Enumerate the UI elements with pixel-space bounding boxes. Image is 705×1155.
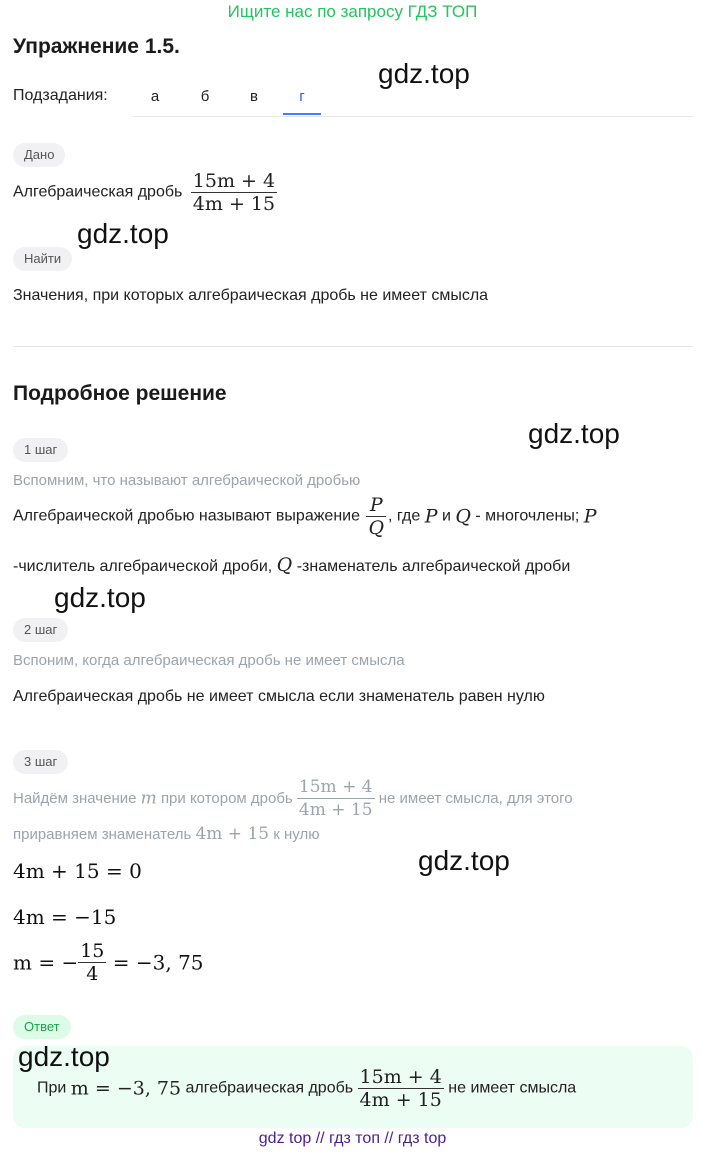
footer-links[interactable]: gdz top // гдз топ // гдз top	[258, 1130, 447, 1147]
step1-text: -числитель алгебраической дроби,	[13, 558, 273, 575]
step2-text: Алгебраическая дробь не имеет смысла если знаменатель равен нулю	[13, 688, 545, 705]
pq-denominator: Q	[368, 517, 385, 539]
equation-3-denominator: 4	[86, 963, 99, 985]
watermark: gdz.top	[77, 218, 169, 249]
step1-text: и	[441, 507, 451, 525]
watermark: gdz.top	[418, 845, 510, 876]
given-fraction-denominator: 4m + 15	[192, 193, 276, 215]
answer-line	[37, 1066, 576, 1111]
watermark: gdz.top	[54, 582, 146, 613]
step1-text: -знаменатель алгебраической дроби	[296, 558, 571, 575]
equation-3-right: = −3, 75	[112, 950, 204, 975]
given-line	[13, 170, 277, 215]
watermark: gdz.top	[528, 418, 620, 449]
answer-text: При	[37, 1079, 67, 1097]
watermark: gdz.top	[18, 1041, 110, 1072]
pq-numerator: P	[366, 494, 386, 517]
answer-badge: Ответ	[13, 1015, 71, 1039]
step1-badge: 1 шаг	[13, 438, 68, 462]
exercise-title: Упражнение 1.5.	[13, 35, 180, 58]
answer-fraction	[358, 1066, 444, 1111]
step3-fraction	[297, 776, 375, 821]
subtasks-label: Подзадания:	[13, 87, 108, 104]
answer-fraction-numerator: 15m + 4	[359, 1066, 442, 1088]
step3-hint-text: к нулю	[273, 826, 320, 843]
equation-3-left: m = −	[13, 950, 79, 975]
given-badge: Дано	[13, 143, 65, 167]
equation-2: 4m = −15	[13, 905, 117, 929]
equation-3	[13, 940, 204, 985]
tab-a[interactable]: а	[150, 88, 160, 105]
step2-badge: 2 шаг	[13, 618, 68, 642]
var-q: Q	[455, 505, 471, 528]
step3-hint-text: приравняем знаменатель	[13, 826, 192, 843]
step3-denominator-expr: 4m + 15	[195, 824, 270, 844]
step2-hint: Вспоним, когда алгебраическая дробь не имеет смысла	[13, 652, 405, 669]
var-p: P	[424, 505, 438, 528]
step3-hint-text: Найдём значение	[13, 790, 137, 807]
step3-hint-line1	[13, 776, 573, 821]
step3-badge: 3 шаг	[13, 750, 68, 774]
equation-1: 4m + 15 = 0	[13, 859, 142, 883]
subtask-tabs	[133, 80, 693, 117]
step1-text: - многочлены;	[475, 507, 580, 525]
step3-hint-line2	[13, 824, 319, 844]
step1-text: , где	[388, 507, 421, 525]
find-badge: Найти	[13, 247, 72, 271]
divider	[13, 346, 693, 347]
var-p: P	[583, 505, 597, 528]
step1-line1	[13, 494, 703, 539]
answer-text: алгебраическая дробь	[185, 1079, 354, 1097]
solution-title: Подробное решение	[13, 382, 227, 405]
tab-b[interactable]: б	[200, 88, 210, 105]
active-tab-indicator	[283, 113, 321, 115]
step3-hint-text: не имеет смысла, для этого	[378, 790, 573, 807]
var-m: m	[140, 788, 157, 809]
step3-hint-text: при котором дробь	[160, 790, 293, 807]
step1-text: Алгебраической дробью называют выражение	[13, 507, 360, 525]
pq-fraction	[366, 494, 386, 539]
answer-math: m = −3, 75	[70, 1077, 182, 1100]
equation-3-numerator: 15	[80, 940, 105, 962]
equation-3-fraction	[78, 940, 106, 985]
tab-v[interactable]: в	[250, 88, 258, 105]
watermark: gdz.top	[378, 58, 470, 89]
answer-fraction-denominator: 4m + 15	[359, 1089, 442, 1111]
step3-fraction-denominator: 4m + 15	[298, 800, 373, 820]
top-banner[interactable]: Ищите нас по запросу ГДЗ ТОП	[227, 2, 478, 21]
step1-line2	[13, 554, 570, 576]
step1-hint: Вспомним, что называют алгебраической дробью	[13, 472, 361, 489]
given-fraction	[191, 170, 277, 215]
given-fraction-numerator: 15m + 4	[192, 170, 276, 192]
given-text: Алгебраическая дробь	[13, 183, 183, 201]
tab-g[interactable]: г	[299, 88, 305, 105]
step3-fraction-numerator: 15m + 4	[298, 777, 373, 797]
answer-text: не имеет смысла	[448, 1079, 577, 1097]
var-q: Q	[276, 554, 293, 576]
find-text: Значения, при которых алгебраическая дробь не имеет смысла	[13, 287, 489, 304]
